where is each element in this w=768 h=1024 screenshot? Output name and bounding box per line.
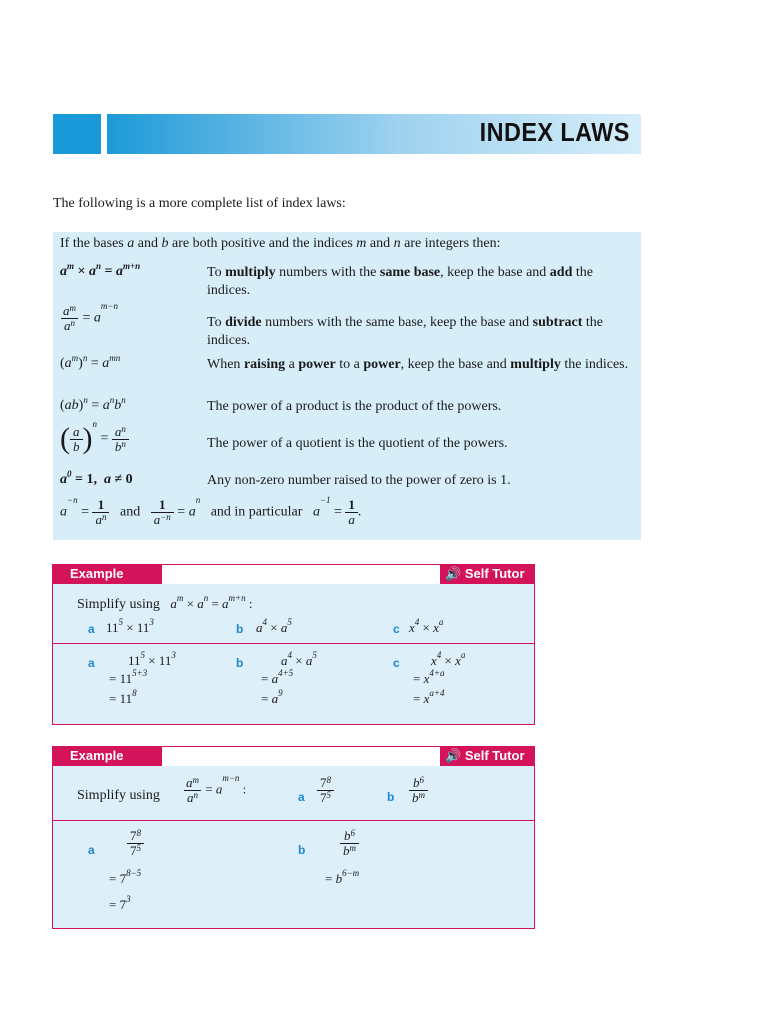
law-zero-formula: $a^0 = 1$, a ≠ 0	[60, 469, 133, 487]
problem-a: $11^5 \times 11^3$	[106, 617, 154, 635]
law-quotient-text: The power of a quotient is the quotient of the powers.	[207, 436, 508, 451]
speaker-icon: 🔊	[445, 566, 462, 581]
solution-b-line2: = $a^{4+5}$	[261, 668, 294, 686]
self-tutor-button-2[interactable]: 🔊 Self Tutor	[445, 748, 525, 763]
law-multiply-formula: $a^m \times a^n = a^{m+n}$	[60, 261, 141, 279]
problem-b: $\frac{b^6}{b^m}$	[409, 776, 428, 805]
example-1-box	[52, 564, 535, 725]
solution-a-line1: $\frac{7^8}{7^5}$	[127, 829, 144, 858]
solution-a-line2: = $7^{8-5}$	[109, 868, 142, 886]
part-b-label: b	[236, 622, 244, 636]
example-2-box	[52, 746, 535, 929]
example-2-rule: $\frac{a^m}{a^n}$ = $a^{m-n}$ :	[186, 773, 247, 805]
problem-a: $\frac{7^8}{7^5}$	[317, 776, 334, 805]
solution-b-line3: = $a^9$	[261, 688, 283, 706]
law-zero-text: Any non-zero number raised to the power of zero is 1.	[207, 473, 511, 488]
solution-a-label: a	[88, 843, 95, 857]
solution-b-line1: $\frac{b^6}{b^m}$	[340, 829, 359, 858]
law-divide-text: To divide numbers with the same base, keep the base and subtract the indices.	[207, 315, 604, 348]
page-title: INDEX LAWS	[479, 117, 630, 147]
solution-b-line2: = $b^{6-m}$	[325, 868, 360, 886]
law-product-formula: $(ab)^n = a^nb^n$	[60, 395, 126, 413]
header-left-block	[53, 114, 101, 154]
solution-b-line1: $a^4 \times a^5$	[281, 650, 317, 668]
solution-c-line3: = $x^{a+4}$	[413, 688, 445, 706]
law-divide-formula: $\frac{a^m}{a^n}$ = $a^{m-n}$	[63, 301, 118, 333]
index-laws-panel	[53, 232, 641, 540]
part-c-label: c	[393, 622, 400, 636]
problem-c: $x^4 \times x^a$	[409, 617, 444, 635]
self-tutor-button-1[interactable]: 🔊 Self Tutor	[445, 566, 525, 581]
example-2-problem	[53, 766, 534, 820]
intro-text: The following is a more complete list of index laws:	[53, 196, 346, 211]
law-product-text: The power of a product is the product of the powers.	[207, 399, 502, 414]
example-2-label: Example	[70, 748, 124, 763]
example-1-prompt: Simplify using $a^m \times a^n = a^{m+n}$ :	[77, 593, 253, 612]
example-1-solution	[53, 644, 534, 724]
part-b-label: b	[387, 790, 395, 804]
law-power-formula: $(a^m)^n = a^{mn}$	[60, 353, 121, 371]
solution-a-line3: = $11^8$	[109, 688, 137, 706]
law-negative-formula: $a^{-n}$ = $\frac{1}{a^n}$ and $\frac{1}{a^{-n}}$ = $a^n$ and in particular $a^{-1}$ = $\frac{1}{a}$ .	[60, 495, 362, 527]
solution-b-label: b	[298, 843, 306, 857]
solution-c-label: c	[393, 656, 400, 670]
problem-b: $a^4 \times a^5$	[256, 617, 292, 635]
example-2-prompt: Simplify using	[77, 788, 160, 803]
example-2-solution	[53, 821, 534, 928]
solution-a-line3: = $7^3$	[109, 894, 131, 912]
solution-b-label: b	[236, 656, 244, 670]
part-a-label: a	[298, 790, 305, 804]
example-1-problem	[53, 584, 534, 643]
solution-a-line1: $11^5 \times 11^3$	[128, 650, 176, 668]
laws-premise: If the bases a and b are both positive and the indices m and n are integers then:	[60, 236, 501, 251]
solution-a-line2: = $11^{5+3}$	[109, 668, 148, 686]
law-multiply-text: To multiply numbers with the same base, keep the base and add the indices.	[207, 265, 593, 298]
solution-c-line2: = $x^{4+a}$	[413, 668, 445, 686]
solution-a-label: a	[88, 656, 95, 670]
law-power-text: When raising a power to a power, keep the base and multiply the indices.	[207, 357, 629, 372]
example-1-label: Example	[70, 566, 124, 581]
part-a-label: a	[88, 622, 95, 636]
speaker-icon: 🔊	[445, 748, 462, 763]
law-quotient-formula: ( $\frac{a}{b}$ )$^n$ = $\frac{a^n}{b^n}$	[60, 422, 129, 456]
solution-c-line1: $x^4 \times x^a$	[431, 650, 466, 668]
